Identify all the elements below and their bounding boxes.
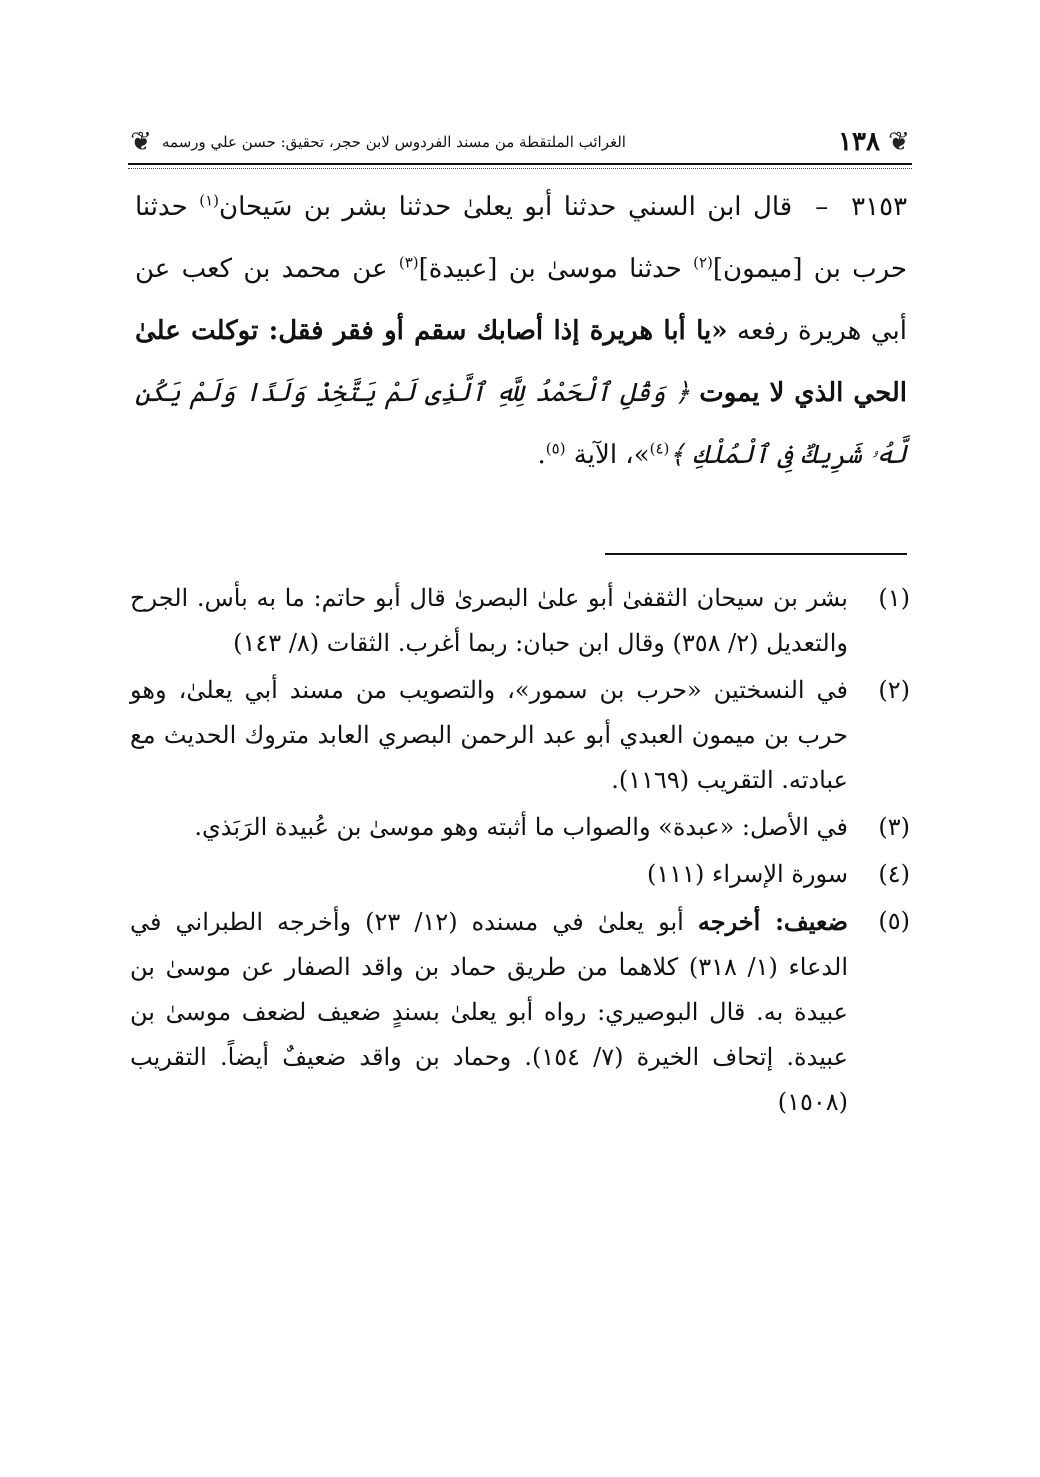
footnote-text (130, 899, 848, 1125)
footnote-number: (٣) (878, 813, 910, 841)
footnotes (130, 576, 910, 1127)
quran-verse: ﴿ وَقُلِ ٱلْحَمْدُ لِلَّهِ ٱلَّذِى لَمْ يَتَّخِذْ وَلَدًا وَلَمْ يَكُن لَّهُۥ شَرِيكٌ فِى ٱلْمُلْكِ ﴾ (135, 378, 907, 470)
running-title: الغرائب الملتقطة من مسند الفردوس لابن حجر، تحقيق: حسن علي ورسمه (162, 133, 626, 151)
page-header (128, 122, 912, 162)
header-rule (128, 163, 912, 165)
footnote-2 (130, 668, 910, 803)
footnote-body: أبو يعلىٰ في مسنده (١٢/ ٢٣) وأخرجه الطبراني في الدعاء (١/ ٣١٨) كلاهما من طريق حماد بن واقد الصفار عن موسىٰ بن عبيدة به. قال البوصيري: رواه أبو يعلىٰ بسندٍ ضعيف لضعف موسىٰ بن عبيدة. إتحاف الخيرة (٧/ ١٥٤). وحماد بن واقد ضعيفٌ أيضاً. التقريب (١٥٠٨) (130, 908, 849, 1116)
footnote-ref-5[interactable]: (٥) (545, 439, 566, 458)
footnote-ref-4[interactable]: (٤) (649, 439, 670, 458)
ornament-right-icon: ❦ (888, 127, 910, 157)
hadith-number: ٣١٥٣ (851, 192, 908, 222)
footnote-number: (٢) (878, 676, 910, 704)
ornament-left-icon: ❦ (130, 127, 152, 157)
footnote-text: في الأصل: «عبدة» والصواب ما أثبته وهو موسىٰ بن عُبيدة الرَبَذي. (194, 813, 848, 841)
footnote-number: (١) (878, 584, 910, 612)
footnote-text: في النسختين «حرب بن سمور»، والتصويب من مسند أبي يعلىٰ، وهو حرب بن ميمون العبدي أبو عبد الرحمن البصري العابد متروك الحديث مع عبادته. التقريب (١١٦٩). (130, 676, 848, 794)
isnad-line-1: قال ابن السني حدثنا أبو يعلىٰ حدثنا بشر بن سَيحان (219, 192, 793, 222)
footnote-4 (130, 852, 910, 897)
isnad-line-2b: حدثنا موسىٰ بن [عبيدة] (418, 254, 694, 284)
footnote-divider (605, 553, 907, 555)
dash: – (803, 192, 840, 222)
footnote-ref-1[interactable]: (١) (199, 191, 219, 210)
footnote-ref-2[interactable]: (٢) (693, 253, 713, 272)
footnote-text: بشر بن سيحان الثقفىٰ أبو علىٰ البصرىٰ قال أبو حاتم: ما به بأس. الجرح والتعديل (٢/ ٣٥٨) وقال ابن حبان: ربما أغرب. الثقات (٨/ ١٤٣) (130, 584, 848, 657)
footnote-ref-3[interactable]: (٣) (398, 253, 419, 272)
isnad-line-2c: عن محمد بن كعب عن أبي هريرة رفعه (135, 254, 907, 346)
footnote-text: سورة الإسراء (١١١) (647, 860, 848, 888)
footnote-5 (130, 899, 910, 1125)
footnote-verdict: ضعيف: أخرجه (697, 907, 848, 936)
footnote-3 (130, 805, 910, 850)
page-number: ١٣٨ (838, 127, 880, 157)
isnad-line-2a: حدثنا حرب بن [ميمون] (135, 192, 907, 284)
hadith-paragraph (135, 176, 907, 486)
matn-quote: «يا أبا هريرة إذا أصابك سقم أو فقر فقل: توكلت علىٰ الحي الذي لا يموت (135, 316, 907, 408)
final-period: . (537, 440, 546, 470)
hadith-text (135, 176, 907, 486)
footnote-number: (٥) (878, 907, 910, 935)
matn-ending: »، الآية (565, 440, 650, 470)
header-dotted-rule (128, 168, 912, 169)
footnote-1 (130, 576, 910, 666)
footnote-number: (٤) (878, 860, 910, 888)
